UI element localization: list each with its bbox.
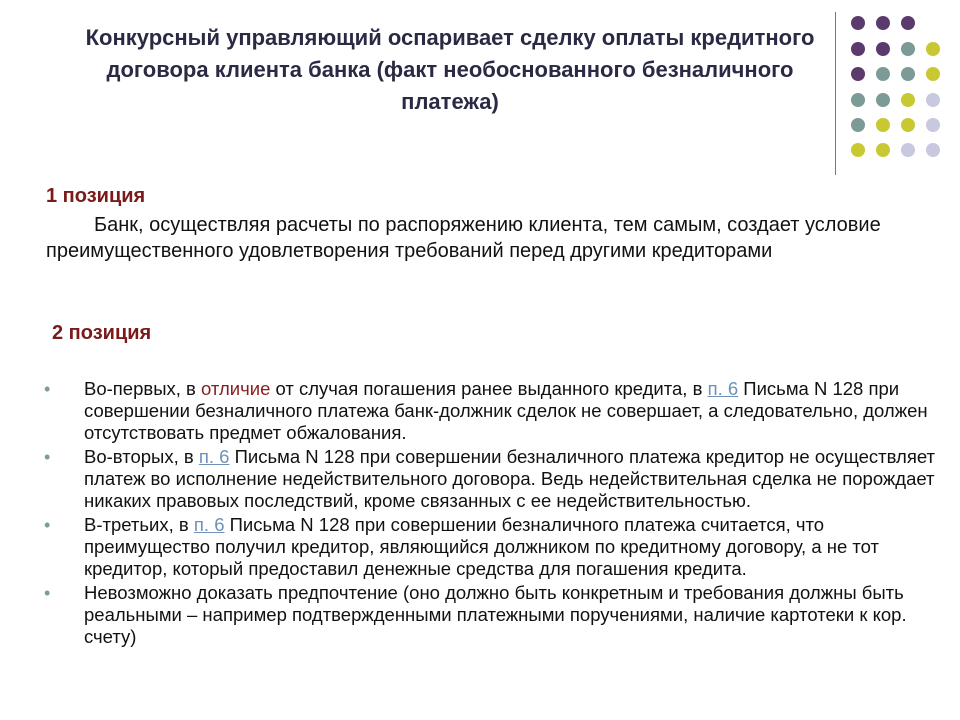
text: В-третьих, в [84, 514, 194, 535]
text: Во-вторых, в [84, 446, 199, 467]
dot [851, 118, 865, 132]
title-line-1: Конкурсный управляющий оспаривает сделку оплаты кредитного [85, 25, 815, 50]
dot [851, 143, 865, 157]
title-line-2: договора клиента банка (факт необоснованного безналичного [106, 57, 794, 82]
dot [876, 118, 890, 132]
text: Во-первых, в [84, 378, 202, 399]
dot [851, 16, 865, 30]
clause-link[interactable]: п. 6 [193, 514, 225, 535]
dot [926, 118, 940, 132]
bullet-icon: • [44, 583, 51, 603]
bullet-icon: • [44, 447, 51, 467]
dot [876, 143, 890, 157]
dot [876, 42, 890, 56]
position-2-heading: 2 позиция [52, 322, 152, 344]
dot [926, 42, 940, 56]
list-item [44, 582, 944, 648]
dot [926, 67, 940, 81]
position-2-list [44, 378, 944, 650]
clause-link[interactable]: п. 6 [707, 378, 739, 399]
bullet-icon: • [44, 515, 51, 535]
list-item [44, 446, 944, 512]
dot [851, 93, 865, 107]
text: Письма N 128 при совершении безналичного платежа считается, что преимущество получил кредитор, являющийся должником по кредитному договору, а не тот кредитор, который предоставил денежные средства для погашения кредита. [84, 514, 880, 579]
dot [901, 143, 915, 157]
dot [901, 67, 915, 81]
slide-title [0, 22, 900, 118]
dot [926, 143, 940, 157]
position-1-heading: 1 позиция [46, 185, 146, 207]
dot [901, 118, 915, 132]
text: Письма N 128 при совершении безналичного платежа кредитор не осуществляет платеж во исполнение недействительного договора. Ведь недействительная сделка не порождает никаких правовых последствий, кроме связанных с ее недействительностью. [84, 446, 935, 511]
text: от случая погашения ранее выданного кредита, в [270, 378, 708, 399]
list-item [44, 378, 944, 444]
clause-link[interactable]: п. 6 [198, 446, 230, 467]
dot [901, 16, 915, 30]
dot [876, 16, 890, 30]
dot [901, 42, 915, 56]
dot [851, 42, 865, 56]
position-1-text: Банк, осуществляя расчеты по распоряжению клиента, тем самым, создает условие преимущественного удовлетворения требований перед другими кредиторами [46, 214, 881, 262]
dot [876, 67, 890, 81]
dot [876, 93, 890, 107]
bullet-icon: • [44, 379, 51, 399]
dot [926, 93, 940, 107]
dot [851, 67, 865, 81]
title-line-3: платежа) [401, 89, 499, 114]
text: Невозможно доказать предпочтение (оно должно быть конкретным и требования должны быть реальными – например подтвержденными платежными поручениями, наличие картотеки к кор. счету) [84, 582, 907, 647]
text: Письма N 128 при совершении безналичного платежа банк-должник сделок не совершает, а следовательно, должен отсутствовать предмет обжалования. [84, 378, 928, 443]
decorative-dots [846, 14, 956, 164]
dot [901, 93, 915, 107]
highlight-text: отличие [201, 378, 271, 399]
decor-divider [835, 12, 836, 175]
list-item [44, 514, 944, 580]
